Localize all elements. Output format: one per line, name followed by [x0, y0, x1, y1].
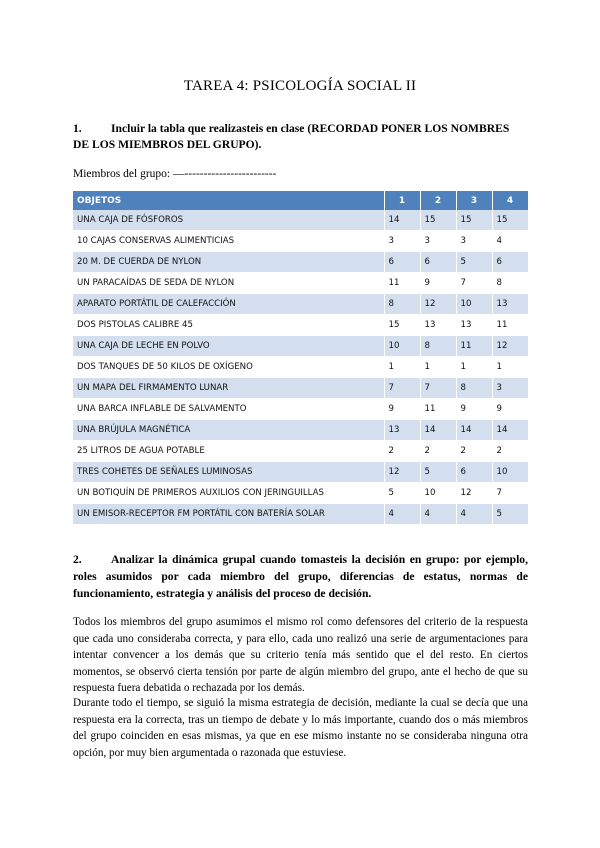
- rank-cell-member-4: 15: [492, 210, 528, 231]
- rank-cell-member-4: 12: [492, 336, 528, 357]
- rank-cell-member-1: 13: [384, 420, 420, 441]
- rank-cell-member-1: 2: [384, 441, 420, 462]
- header-member-2: 2: [420, 191, 456, 210]
- table-row: [73, 399, 528, 420]
- object-name-cell: DOS PISTOLAS CALIBRE 45: [73, 315, 384, 336]
- rank-cell-member-2: 10: [420, 483, 456, 504]
- rank-cell-member-2: 15: [420, 210, 456, 231]
- answer-paragraph-2: Durante todo el tiempo, se siguió la misma estrategia de decisión, mediante la cual se decía que una respuesta era la correcta, tras un tiempo de debate y lo más importante, cuando dos o más miembros del grupo coinciden en esas mismas, ya que en ese mismo instante no se consideraba ninguna otra opción, por muy bien argumentada o razonada que estuviese.: [73, 697, 528, 759]
- rank-cell-member-1: 7: [384, 378, 420, 399]
- rank-cell-member-2: 4: [420, 504, 456, 525]
- rank-cell-member-1: 3: [384, 231, 420, 252]
- table-row: [73, 315, 528, 336]
- object-name-cell: 25 LITROS DE AGUA POTABLE: [73, 441, 384, 462]
- section-2-text: Analizar la dinámica grupal cuando tomasteis la decisión en grupo: por ejemplo, roles asumidos por cada miembro del grupo, diferencias de estatus, normas de funcionamiento, estrategia y análisis del proceso de decisión.: [73, 553, 528, 600]
- object-name-cell: UNA CAJA DE FÓSFOROS: [73, 210, 384, 231]
- rank-cell-member-1: 12: [384, 462, 420, 483]
- rank-cell-member-3: 2: [456, 441, 492, 462]
- table-row: [73, 210, 528, 231]
- rank-cell-member-4: 3: [492, 378, 528, 399]
- section-2-number: 2.: [73, 553, 82, 566]
- rank-cell-member-4: 11: [492, 315, 528, 336]
- table-row: [73, 357, 528, 378]
- rank-cell-member-1: 6: [384, 252, 420, 273]
- rank-cell-member-4: 10: [492, 462, 528, 483]
- section-1-number: 1.: [73, 122, 82, 135]
- table-row: [73, 231, 528, 252]
- rank-cell-member-3: 4: [456, 504, 492, 525]
- rank-cell-member-4: 9: [492, 399, 528, 420]
- object-name-cell: 10 CAJAS CONSERVAS ALIMENTICIAS: [73, 231, 384, 252]
- rank-cell-member-4: 8: [492, 273, 528, 294]
- rank-cell-member-3: 14: [456, 420, 492, 441]
- section-1-heading: [73, 121, 528, 153]
- object-name-cell: UNA BRÚJULA MAGNÉTICA: [73, 420, 384, 441]
- rank-cell-member-1: 15: [384, 315, 420, 336]
- header-member-4: 4: [492, 191, 528, 210]
- rank-cell-member-2: 11: [420, 399, 456, 420]
- table-row: [73, 252, 528, 273]
- object-name-cell: UN MAPA DEL FIRMAMENTO LUNAR: [73, 378, 384, 399]
- table-row: [73, 420, 528, 441]
- table-body: [73, 210, 528, 525]
- rank-cell-member-4: 7: [492, 483, 528, 504]
- rank-cell-member-1: 9: [384, 399, 420, 420]
- object-name-cell: UNA CAJA DE LECHE EN POLVO: [73, 336, 384, 357]
- rank-cell-member-3: 3: [456, 231, 492, 252]
- rank-cell-member-4: 2: [492, 441, 528, 462]
- object-name-cell: UN BOTIQUÍN DE PRIMEROS AUXILIOS CON JERINGUILLAS: [73, 483, 384, 504]
- rank-cell-member-3: 1: [456, 357, 492, 378]
- rank-cell-member-1: 4: [384, 504, 420, 525]
- objects-ranking-table: [73, 191, 529, 525]
- table-row: [73, 441, 528, 462]
- table-row: [73, 294, 528, 315]
- header-member-1: 1: [384, 191, 420, 210]
- rank-cell-member-2: 14: [420, 420, 456, 441]
- page-title: TAREA 4: PSICOLOGÍA SOCIAL II: [183, 78, 417, 94]
- rank-cell-member-4: 14: [492, 420, 528, 441]
- rank-cell-member-3: 9: [456, 399, 492, 420]
- rank-cell-member-4: 4: [492, 231, 528, 252]
- header-objects: OBJETOS: [73, 191, 384, 210]
- rank-cell-member-4: 1: [492, 357, 528, 378]
- section-1-text: Incluir la tabla que realizasteis en clase (RECORDAD PONER LOS NOMBRES DE LOS MIEMBROS DEL GRUPO).: [73, 122, 510, 151]
- object-name-cell: 20 M. DE CUERDA DE NYLON: [73, 252, 384, 273]
- rank-cell-member-1: 5: [384, 483, 420, 504]
- rank-cell-member-3: 11: [456, 336, 492, 357]
- rank-cell-member-4: 13: [492, 294, 528, 315]
- rank-cell-member-2: 5: [420, 462, 456, 483]
- members-line: Miembros del grupo: —------------------------: [73, 168, 277, 180]
- rank-cell-member-2: 3: [420, 231, 456, 252]
- header-member-3: 3: [456, 191, 492, 210]
- rank-cell-member-2: 7: [420, 378, 456, 399]
- rank-cell-member-1: 14: [384, 210, 420, 231]
- object-name-cell: UN EMISOR-RECEPTOR FM PORTÁTIL CON BATERÍA SOLAR: [73, 504, 384, 525]
- rank-cell-member-3: 15: [456, 210, 492, 231]
- object-name-cell: UN PARACAÍDAS DE SEDA DE NYLON: [73, 273, 384, 294]
- rank-cell-member-1: 1: [384, 357, 420, 378]
- table-row: [73, 336, 528, 357]
- rank-cell-member-1: 10: [384, 336, 420, 357]
- rank-cell-member-3: 10: [456, 294, 492, 315]
- table-row: [73, 504, 528, 525]
- rank-cell-member-2: 13: [420, 315, 456, 336]
- rank-cell-member-3: 5: [456, 252, 492, 273]
- object-name-cell: TRES COHETES DE SEÑALES LUMINOSAS: [73, 462, 384, 483]
- object-name-cell: APARATO PORTÁTIL DE CALEFACCIÓN: [73, 294, 384, 315]
- rank-cell-member-2: 2: [420, 441, 456, 462]
- rank-cell-member-3: 13: [456, 315, 492, 336]
- table-header-row: [73, 191, 528, 210]
- rank-cell-member-2: 12: [420, 294, 456, 315]
- rank-cell-member-3: 7: [456, 273, 492, 294]
- rank-cell-member-2: 8: [420, 336, 456, 357]
- rank-cell-member-3: 8: [456, 378, 492, 399]
- answer-paragraph-1: Todos los miembros del grupo asumimos el mismo rol como defensores del criterio de la respuesta que cada uno consideraba correcta, y para ello, cada uno realizó una serie de argumentaciones para intentar convencer a los demás que su criterio tenía más sentido que el del resto. En ciertos momentos, se observó cierta tensión por parte de algún miembro del grupo, ante el hecho de que su respuesta fuera debatida o rechazada por los demás.: [73, 616, 528, 695]
- table-row: [73, 483, 528, 504]
- rank-cell-member-1: 8: [384, 294, 420, 315]
- table-row: [73, 378, 528, 399]
- rank-cell-member-1: 11: [384, 273, 420, 294]
- rank-cell-member-4: 5: [492, 504, 528, 525]
- rank-cell-member-4: 6: [492, 252, 528, 273]
- rank-cell-member-2: 1: [420, 357, 456, 378]
- rank-cell-member-3: 12: [456, 483, 492, 504]
- object-name-cell: DOS TANQUES DE 50 KILOS DE OXÍGENO: [73, 357, 384, 378]
- table-row: [73, 462, 528, 483]
- section-2-heading: [73, 551, 528, 602]
- rank-cell-member-3: 6: [456, 462, 492, 483]
- rank-cell-member-2: 6: [420, 252, 456, 273]
- rank-cell-member-2: 9: [420, 273, 456, 294]
- table-row: [73, 273, 528, 294]
- object-name-cell: UNA BARCA INFLABLE DE SALVAMENTO: [73, 399, 384, 420]
